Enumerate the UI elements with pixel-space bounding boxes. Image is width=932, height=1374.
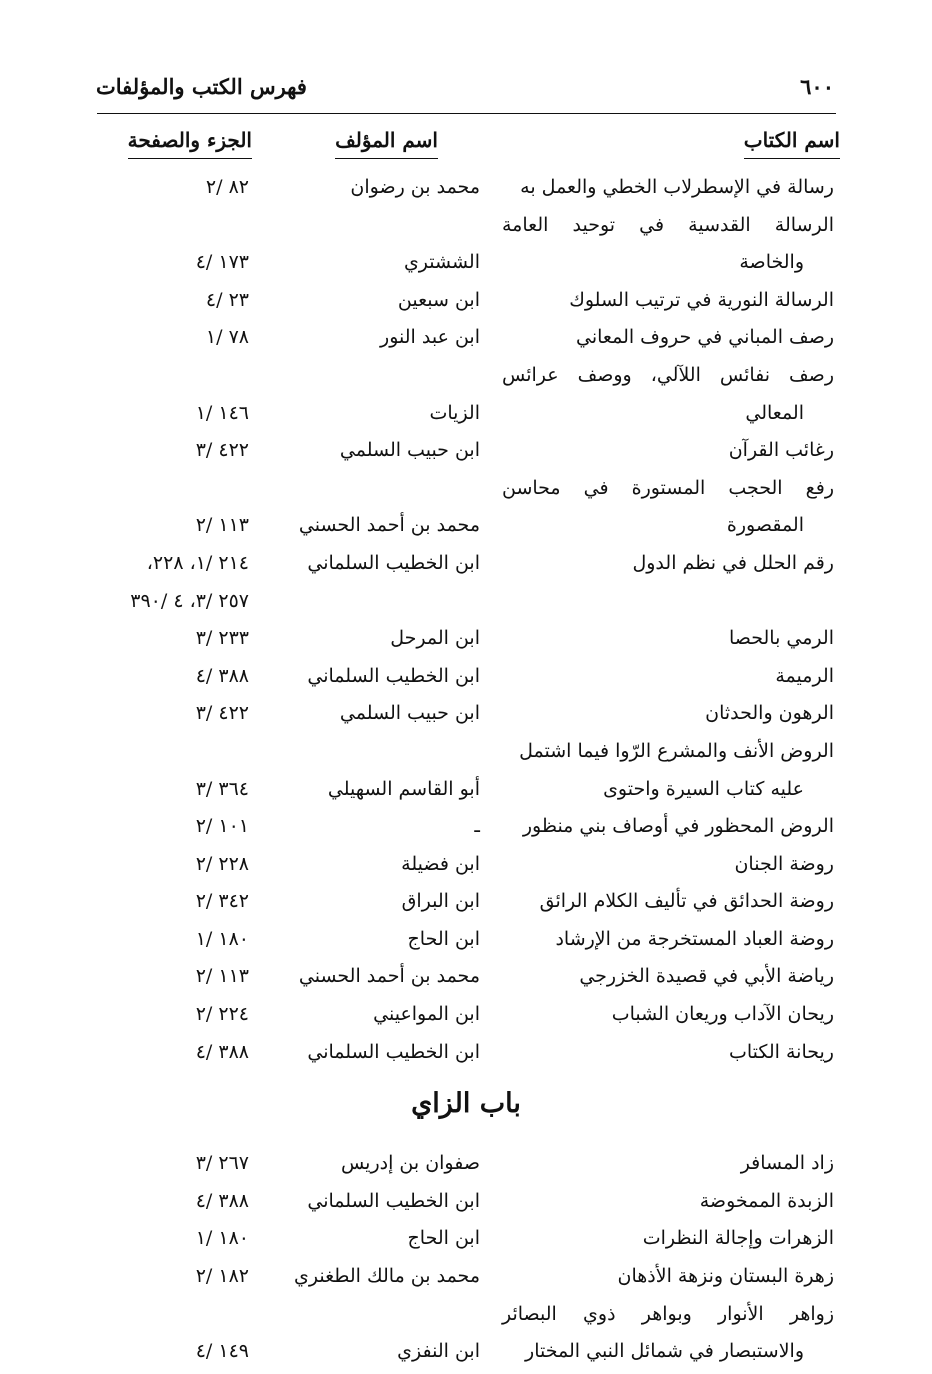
part-page: ٢٢٤ /٢ bbox=[195, 1003, 249, 1026]
part-page: ١١٣ /٢ bbox=[195, 965, 249, 988]
author-name: الششتري bbox=[403, 251, 480, 274]
author-name: ابن حبيب السلمي bbox=[339, 702, 480, 725]
column-header-author: اسم المؤلف bbox=[335, 128, 438, 159]
book-title: الروض الأنف والمشرع الرّوا فيما اشتمل bbox=[519, 739, 834, 762]
part-page: ١٨٠ /١ bbox=[195, 927, 249, 950]
index-row bbox=[0, 285, 932, 323]
part-page: ١٤٦ /١ bbox=[195, 401, 249, 424]
book-title: والخاصة bbox=[739, 251, 804, 274]
header-rule bbox=[97, 113, 836, 114]
index-row bbox=[0, 210, 932, 248]
book-title: رصف نفائس اللآلي، ووصف عرائس bbox=[502, 363, 834, 386]
author-name: ابن المرحل bbox=[390, 627, 480, 650]
book-title: زاد المسافر bbox=[740, 1152, 834, 1175]
part-page: ٣٦٤ /٣ bbox=[195, 777, 249, 800]
author-name: الزيات bbox=[429, 401, 480, 424]
book-title: الرميمة bbox=[775, 664, 834, 687]
book-title: رصف المباني في حروف المعاني bbox=[576, 326, 834, 349]
book-title: الروض المحظور في أوصاف بني منظور bbox=[522, 815, 834, 838]
part-page: ٢٢٨ /٢ bbox=[195, 852, 249, 875]
part-page: ٢٥٧ /٣، ٤ /٣٩٠ bbox=[130, 589, 249, 612]
author-name: ابن الخطيب السلماني bbox=[307, 1040, 480, 1063]
running-title: فهرس الكتب والمؤلفات bbox=[96, 74, 307, 99]
author-name: ابن الخطيب السلماني bbox=[307, 551, 480, 574]
part-page: ٣٨٨ /٤ bbox=[195, 1040, 249, 1063]
author-name: ابن الحاج bbox=[407, 1227, 480, 1250]
index-row bbox=[0, 999, 932, 1037]
book-title: رغائب القرآن bbox=[728, 439, 834, 462]
index-row bbox=[0, 698, 932, 736]
index-table bbox=[0, 172, 932, 1374]
author-name: ـ bbox=[474, 815, 480, 838]
index-row bbox=[0, 1148, 932, 1186]
author-name: ابن النفزي bbox=[397, 1340, 480, 1363]
book-title: روضة الجنان bbox=[734, 852, 834, 875]
index-row bbox=[0, 886, 932, 924]
book-title: الرسالة النورية في ترتيب السلوك bbox=[569, 288, 834, 311]
author-name: ابن فضيلة bbox=[401, 852, 480, 875]
book-title: والاستبصار في شمائل النبي المختار bbox=[525, 1340, 804, 1363]
author-name: ابن البراق bbox=[401, 890, 480, 913]
index-row bbox=[0, 1223, 932, 1261]
index-row bbox=[0, 811, 932, 849]
column-header-book: اسم الكتاب bbox=[744, 128, 840, 159]
book-title: زهرة البستان ونزهة الأذهان bbox=[617, 1265, 834, 1288]
index-row bbox=[0, 1336, 932, 1374]
author-name: ابن الحاج bbox=[407, 927, 480, 950]
book-title: زواهر الأنوار وبواهر ذوي البصائر bbox=[502, 1302, 834, 1325]
index-row bbox=[0, 849, 932, 887]
author-name: ابن الخطيب السلماني bbox=[307, 1189, 480, 1212]
index-row bbox=[0, 924, 932, 962]
column-header-part-page: الجزء والصفحة bbox=[128, 128, 252, 159]
section-title: باب الزاي bbox=[411, 1088, 521, 1120]
book-title: الرهون والحدثان bbox=[705, 702, 834, 725]
part-page: ٣٤٢ /٢ bbox=[195, 890, 249, 913]
author-name: ابن المواعيني bbox=[373, 1003, 480, 1026]
author-name: محمد بن أحمد الحسني bbox=[298, 965, 480, 988]
part-page: ٢١٤ /١، ٢٢٨، bbox=[146, 551, 249, 574]
index-row bbox=[0, 360, 932, 398]
book-title: المعالي bbox=[745, 401, 804, 424]
author-name: أبو القاسم السهيلي bbox=[327, 777, 480, 800]
part-page: ٣٨٨ /٤ bbox=[195, 1189, 249, 1212]
book-title: روضة العباد المستخرجة من الإرشاد bbox=[555, 927, 834, 950]
book-title: رفع الحجب المستورة في محاسن bbox=[502, 476, 834, 499]
index-row bbox=[0, 247, 932, 285]
book-title: رياضة الأبي في قصيدة الخزرجي bbox=[579, 965, 834, 988]
book-title: رسالة في الإسطرلاب الخطي والعمل به bbox=[520, 176, 834, 198]
book-title: الزهرات وإجالة النظرات bbox=[642, 1227, 834, 1250]
index-row bbox=[0, 473, 932, 511]
author-name: محمد بن رضوان bbox=[350, 176, 480, 198]
part-page: ٨٢ /٢ bbox=[205, 176, 249, 198]
section-heading-row bbox=[0, 1074, 932, 1148]
page-number: ٦٠٠ bbox=[800, 74, 834, 99]
part-page: ٤٢٢ /٣ bbox=[195, 702, 249, 725]
author-name: ابن الخطيب السلماني bbox=[307, 664, 480, 687]
index-row bbox=[0, 1186, 932, 1224]
book-title: ريحان الآداب وريعان الشباب bbox=[611, 1003, 834, 1026]
book-title: عليه كتاب السيرة واحتوى bbox=[603, 777, 804, 800]
author-name: صفوان بن إدريس bbox=[340, 1152, 480, 1175]
index-row bbox=[0, 435, 932, 473]
book-title: الزبدة الممخوضة bbox=[699, 1189, 834, 1212]
part-page: ٢٣٣ /٣ bbox=[195, 627, 249, 650]
book-title: المقصورة bbox=[726, 514, 804, 537]
index-row bbox=[0, 661, 932, 699]
index-row bbox=[0, 548, 932, 586]
part-page: ٤٢٢ /٣ bbox=[195, 439, 249, 462]
index-row bbox=[0, 172, 932, 210]
author-name: ابن حبيب السلمي bbox=[339, 439, 480, 462]
part-page: ٢٦٧ /٣ bbox=[195, 1152, 249, 1175]
author-name: ابن عبد النور bbox=[380, 326, 480, 349]
index-row bbox=[0, 1261, 932, 1299]
part-page: ١٤٩ /٤ bbox=[195, 1340, 249, 1363]
index-row bbox=[0, 774, 932, 812]
index-row bbox=[0, 586, 932, 624]
index-row bbox=[0, 398, 932, 436]
book-title: الرمي بالحصا bbox=[728, 627, 834, 650]
part-page: ١٠١ /٢ bbox=[195, 815, 249, 838]
part-page: ١٨٠ /١ bbox=[195, 1227, 249, 1250]
book-title: ريحانة الكتاب bbox=[728, 1040, 834, 1063]
index-row bbox=[0, 736, 932, 774]
part-page: ١٨٢ /٢ bbox=[195, 1265, 249, 1288]
part-page: ١٧٣ /٤ bbox=[195, 251, 249, 274]
index-row bbox=[0, 623, 932, 661]
index-row bbox=[0, 322, 932, 360]
index-row bbox=[0, 510, 932, 548]
part-page: ٢٣ /٤ bbox=[205, 288, 249, 311]
author-name: محمد بن أحمد الحسني bbox=[298, 514, 480, 537]
index-row bbox=[0, 961, 932, 999]
part-page: ٣٨٨ /٤ bbox=[195, 664, 249, 687]
part-page: ٧٨ /١ bbox=[205, 326, 249, 349]
book-title: روضة الحدائق في تأليف الكلام الرائق bbox=[539, 890, 834, 913]
book-title: رقم الحلل في نظم الدول bbox=[632, 551, 834, 574]
part-page: ١١٣ /٢ bbox=[195, 514, 249, 537]
index-row bbox=[0, 1037, 932, 1075]
author-name: محمد بن مالك الطغنري bbox=[294, 1265, 480, 1288]
author-name: ابن سبعين bbox=[397, 288, 480, 311]
index-row bbox=[0, 1299, 932, 1337]
book-title: الرسالة القدسية في توحيد العامة bbox=[502, 213, 834, 236]
